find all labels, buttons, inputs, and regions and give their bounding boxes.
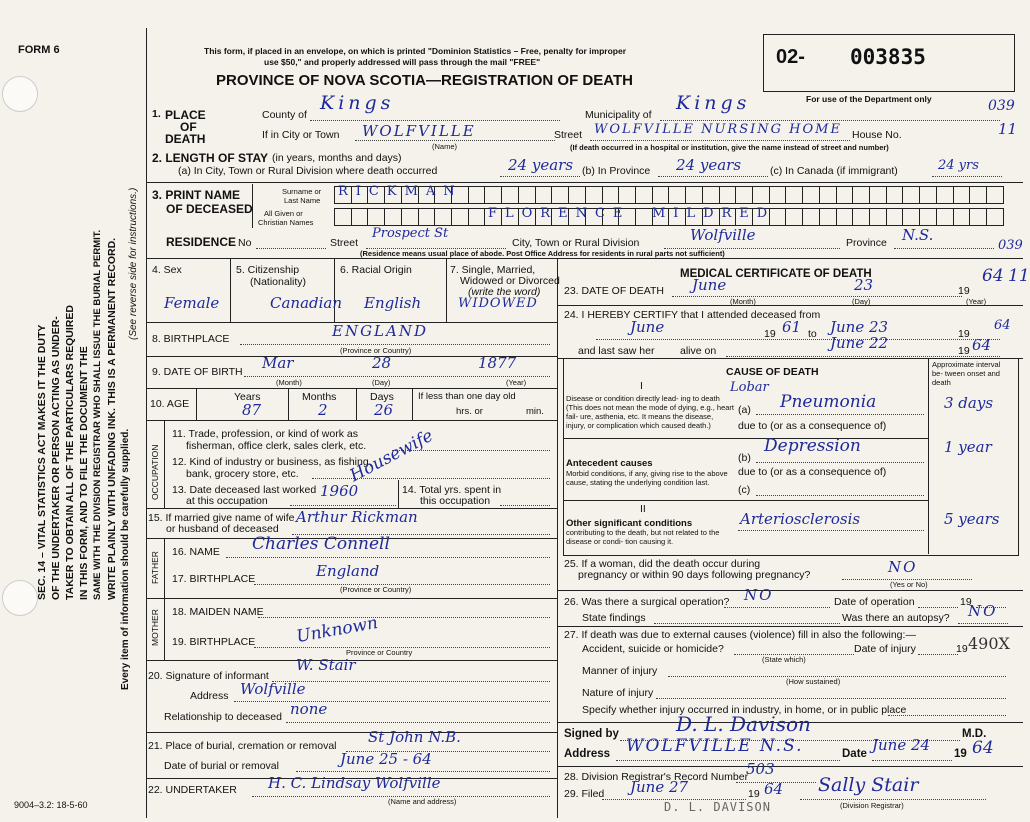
pregnancy-value: NO (888, 558, 918, 576)
registrar-signature: Sally Stair (818, 774, 919, 796)
cause-a-prefix: Lobar (730, 380, 769, 395)
burial-date-value: June 25 - 64 (340, 750, 432, 768)
informant-address-label: Address (190, 690, 229, 702)
b-label: (b) (738, 452, 751, 464)
how-sustained-hint: (How sustained) (786, 677, 841, 686)
form-code: 9004–3.2: 18-5-60 (14, 800, 88, 810)
citizenship-label: 5. Citizenship (236, 264, 300, 276)
attend-to-year: 64 (994, 318, 1011, 333)
burial-place-label: 21. Place of burial, cremation or removal (148, 740, 337, 752)
death-year-margin: 11 (1008, 266, 1030, 286)
father-name-label: 16. NAME (172, 546, 220, 558)
house-no-value: 11 (998, 120, 1018, 138)
record-number-label: 28. Division Registrar's Record Number (564, 771, 749, 783)
operation-date-19: 19 (960, 596, 972, 608)
dob-day-hint: (Day) (372, 378, 391, 387)
physician-stamp: D. L. DAVISON (664, 800, 771, 814)
doctor-address-value: WOLFVILLE N.S. (626, 736, 804, 756)
death-year-value: 64 (982, 266, 1004, 286)
residence-note: (Residence means usual place of abode. Post Office Address for residents in rural parts not sufficient) (360, 249, 725, 258)
sign-year-value: 64 (972, 738, 994, 758)
surname-label: Surname or (282, 187, 322, 196)
given-name-2: MILDRED (652, 206, 776, 221)
s14-label: 14. Total yrs. spent in (402, 484, 502, 496)
city-name-hint: (Name) (432, 142, 458, 151)
city-value: WOLFVILLE (362, 122, 476, 140)
city-label: If in City or Town (262, 129, 340, 141)
signed-by-value: D. L. Davison (676, 712, 811, 736)
residence-street-label: Street (330, 237, 359, 249)
punch-hole (2, 580, 38, 616)
municipality-value: Kings (676, 92, 751, 114)
sign-date-label: Date (842, 748, 867, 760)
dob-label: 9. DATE OF BIRTH (152, 366, 243, 378)
s2c-label: (c) In Canada (if immigrant) (770, 165, 898, 177)
occupation-label: OCCUPATION (150, 444, 160, 500)
s1-death: DEATH (165, 132, 206, 146)
c-label: (c) (738, 484, 751, 496)
alive-on-label: alive on (680, 345, 717, 357)
interval-other-value: 5 years (944, 510, 1000, 528)
s2-hint: (in years, months and days) (272, 152, 402, 164)
father-birthplace-hint: (Province or Country) (340, 585, 412, 594)
form-title: PROVINCE OF NOVA SCOTIA—REGISTRATION OF DEATH (216, 72, 633, 89)
birth-year-value: 1877 (478, 354, 517, 372)
age-label: 10. AGE (150, 398, 190, 410)
due-to-b: due to (or as a consequence of) (738, 466, 887, 478)
death-month-value: June (692, 276, 727, 294)
age-days-label: Days (370, 391, 394, 403)
instruction-line: TAKER TO OBTAIN ALL OF THE PARTICULARS REQUIRED (64, 305, 76, 600)
death-day-value: 23 (854, 276, 874, 294)
s13-label: 13. Date deceased last worked (172, 484, 317, 496)
stay-province-value: 24 years (676, 156, 742, 174)
autopsy-value: NO (968, 602, 998, 620)
informant-address-value: Wolfville (240, 680, 306, 698)
father-label: FATHER (150, 551, 160, 584)
relationship-label: Relationship to deceased (164, 711, 282, 723)
s12-label-2: bank, grocery store, etc. (186, 468, 299, 480)
a-label: (a) (738, 404, 751, 416)
instruction-line: IN THIS FORM, AND TO FILE THE DOCUMENT THE (78, 346, 90, 600)
instruction-line: OF THE UNDERTAKER OR PERSON ACTING AS UNDER- (50, 316, 62, 600)
instruction-line: (See reverse side for instructions.) (128, 187, 139, 340)
s3-label-2: OF DECEASED (166, 202, 253, 216)
sex-label: 4. Sex (152, 264, 182, 276)
other-conditions-value: Arteriosclerosis (740, 510, 861, 528)
residence-province-value: N.S. (902, 226, 934, 244)
age-years-label: Years (234, 391, 261, 403)
antecedent-label: Antecedent causes (566, 458, 653, 469)
death-month-hint: (Month) (730, 297, 756, 306)
spouse-value: Arthur Rickman (296, 508, 418, 526)
cause-a-label: Disease or condition directly lead- ing to death (This does not mean the mode of dying, e.g., heart fail- ure, asthenia, etc. It means the disease, injury, or complication which caused death.) (566, 394, 735, 430)
findings-label: State findings (582, 612, 646, 624)
s11-label: 11. Trade, profession, or kind of work as (172, 428, 358, 440)
interval-label: Approximate interval be- tween onset and death (932, 360, 1001, 387)
manner-label: Manner of injury (582, 665, 658, 677)
house-no-label: House No. (852, 129, 902, 141)
min-label: min. (526, 406, 544, 417)
burial-date-label: Date of burial or removal (164, 760, 279, 772)
surname-value: RICKMAN (338, 184, 463, 199)
department-use-note: For use of the Department only (806, 94, 932, 104)
lastname-label: Last Name (284, 196, 321, 205)
last-worked-value: 1960 (320, 482, 359, 500)
sign-year-19: 19 (954, 748, 967, 760)
hrs-label: hrs. or (456, 406, 483, 417)
stay-city-value: 24 years (508, 156, 574, 174)
given-name-1: FLORENCE (488, 206, 631, 221)
less-day-label: If less than one day old (418, 391, 516, 402)
s2-label: 2. LENGTH OF STAY (152, 151, 269, 165)
antecedent-hint: Morbid conditions, if any, giving rise to the above cause, stating the underlying condition last. (566, 469, 728, 487)
cause-b-value: Depression (764, 436, 861, 456)
injury-date-label: Date of injury (854, 643, 916, 655)
attend-to-value: June 23 (830, 318, 889, 336)
birth-month-value: Mar (262, 354, 294, 372)
filed-year-19: 19 (748, 788, 760, 800)
municipality-code: 039 (988, 98, 1015, 114)
pregnancy-label-2: pregnancy or within 90 days following pregnancy? (578, 569, 811, 581)
roman-2: II (640, 503, 646, 515)
nature-label: Nature of injury (582, 687, 654, 699)
mother-birthplace-label: 19. BIRTHPLACE (172, 636, 256, 648)
residence-label: RESIDENCE (166, 235, 237, 249)
citizenship-hint: (Nationality) (250, 276, 307, 288)
other-conditions-hint: contributing to the death, but not related to the disease or condi- tion causing it. (566, 528, 720, 546)
residence-no-label: No (238, 237, 252, 249)
s3-label: 3. PRINT NAME (152, 188, 241, 202)
due-to-a: due to (or as a consequence of) (738, 420, 887, 432)
relationship-value: none (290, 700, 328, 718)
other-conditions-label: Other significant conditions (566, 518, 693, 529)
stay-canada-value: 24 yrs (938, 158, 979, 173)
age-years-value: 87 (242, 401, 262, 419)
s13-label-2: at this occupation (186, 495, 268, 507)
certify-label: 24. I HEREBY CERTIFY that I attended deceased from (564, 309, 821, 321)
mail-notice: This form, if placed in an envelope, on which is printed "Dominion Statistics – Free, penalty for improper (204, 46, 627, 56)
birthplace-label: 8. BIRTHPLACE (152, 333, 230, 345)
mother-maiden-value: Unknown (294, 613, 380, 647)
dob-month-hint: (Month) (276, 378, 302, 387)
specify-label: Specify whether injury occurred in industry, in home, or in public place (582, 704, 907, 716)
registration-number: 003835 (850, 45, 926, 69)
undertaker-value: H. C. Lindsay Wolfville (268, 774, 441, 792)
injury-date-19: 19 (956, 643, 968, 655)
death-date-label: 23. DATE OF DEATH (564, 285, 664, 297)
attend-from-value: June (630, 318, 665, 336)
age-days-value: 26 (374, 401, 394, 419)
marital-label-2: Widowed or Divorced (460, 275, 560, 287)
to-label: to (808, 328, 817, 340)
s1-of: OF (180, 120, 197, 134)
frame-line (146, 28, 147, 818)
burial-place-value: St John N.B. (368, 728, 461, 746)
attend-from-year: 61 (782, 318, 802, 336)
section-divider (146, 182, 1023, 183)
birth-day-value: 28 (372, 354, 392, 372)
registrar-hint: (Division Registrar) (840, 801, 904, 810)
hospital-note: (If death occurred in a hospital or institution, give the name instead of street and number) (570, 143, 889, 152)
age-months-label: Months (302, 391, 337, 403)
municipality-label: Municipality of (585, 109, 652, 121)
record-number-value: 503 (746, 760, 775, 778)
christian-label: Christian Names (258, 218, 314, 227)
sign-date-value: June 24 (872, 736, 931, 754)
street-value: WOLFVILLE NURSING HOME (594, 122, 842, 137)
informant-value: W. Stair (296, 656, 356, 674)
signed-by-label: Signed by (564, 728, 619, 740)
death-day-hint: (Day) (852, 297, 871, 306)
father-birthplace-label: 17. BIRTHPLACE (172, 573, 256, 585)
racial-value: English (364, 294, 422, 312)
sex-value: Female (164, 294, 220, 312)
father-birthplace-value: England (316, 562, 380, 580)
state-which-hint: (State which) (762, 655, 806, 664)
attend-to-19: 19 (958, 328, 970, 340)
death-year-hint: (Year) (966, 297, 987, 306)
residence-city-label: City, Town or Rural Division (512, 237, 640, 249)
injury-code: 490X (968, 634, 1010, 653)
undertaker-hint: (Name and address) (388, 797, 457, 806)
attend-from-19: 19 (764, 328, 776, 340)
md-label: M.D. (962, 728, 987, 740)
mother-maiden-label: 18. MAIDEN NAME (172, 606, 264, 618)
instruction-line: WRITE PLAINLY WITH UNFADING INK. THIS IS A PERMANENT RECORD. (106, 237, 118, 600)
pregnancy-label: 25. If a woman, did the death occur during (564, 558, 761, 570)
s14-label-2: this occupation (420, 495, 491, 507)
informant-label: 20. Signature of informant (148, 670, 269, 682)
birthplace-hint: (Province or Country) (340, 346, 412, 355)
interval-a-value: 3 days (944, 394, 994, 412)
surgery-value: NO (744, 586, 774, 604)
last-saw-on-value: June 22 (830, 334, 889, 352)
occupation-value: Housewife (346, 425, 437, 487)
accident-label: Accident, suicide or homicide? (582, 643, 724, 655)
county-label: County of (262, 109, 307, 121)
county-value: Kings (320, 92, 395, 114)
instruction-line: SEC. 14 – VITAL STATISTICS ACT MAKES IT THE DUTY (36, 324, 48, 600)
s1-num: 1. (152, 108, 161, 120)
age-months-value: 2 (318, 401, 328, 419)
mail-notice: use $50," and properly addressed will pass through the mail "FREE" (264, 57, 541, 67)
s2a-label: (a) In City, Town or Rural Division where death occurred (178, 165, 438, 177)
last-saw-label: and last saw her (578, 345, 655, 357)
mother-label: MOTHER (150, 609, 160, 646)
instruction-line: Every item of information should be carefully supplied. (120, 428, 131, 690)
cause-title: CAUSE OF DEATH (726, 366, 819, 378)
punch-hole (2, 76, 38, 112)
birthplace-value: ENGLAND (332, 322, 429, 340)
cause-a-value: Pneumonia (780, 392, 877, 412)
s1-place: PLACE (165, 108, 206, 122)
interval-b-value: 1 year (944, 438, 992, 456)
last-saw-year: 64 (972, 336, 992, 354)
residence-street-value: Prospect St (372, 226, 449, 241)
external-causes-label: 27. If death was due to external causes (violence) fill in also the following:— (564, 629, 916, 641)
instruction-line: SAME WITH THE DIVISION REGISTRAR WHO SHALL ISSUE THE BURIAL PERMIT. (92, 229, 103, 600)
death-year-label: 19 (958, 285, 970, 297)
dob-year-hint: (Year) (506, 378, 527, 387)
given-label: All Given or (264, 209, 303, 218)
residence-province-label: Province (846, 237, 887, 249)
autopsy-label: Was there an autopsy? (842, 612, 950, 624)
residence-code: 039 (998, 238, 1023, 253)
marital-value: WIDOWED (458, 296, 538, 311)
last-saw-19: 19 (958, 345, 970, 357)
marital-label: 7. Single, Married, (450, 264, 536, 276)
s11-label-2: fisherman, office clerk, sales clerk, etc. (186, 440, 367, 452)
mother-birthplace-hint: Province or Country (346, 648, 413, 657)
s12-label: 12. Kind of industry or business, as fishing, (172, 456, 372, 468)
s2b-label: (b) In Province (582, 165, 651, 177)
medical-title: MEDICAL CERTIFICATE OF DEATH (680, 268, 872, 280)
doctor-address-label: Address (564, 748, 611, 760)
operation-date-label: Date of operation (834, 596, 915, 608)
undertaker-label: 22. UNDERTAKER (148, 784, 237, 796)
yes-no-hint: (Yes or No) (890, 580, 928, 589)
racial-label: 6. Racial Origin (340, 264, 412, 276)
father-name-value: Charles Connell (252, 534, 390, 554)
street-label: Street (554, 129, 583, 141)
surgery-label: 26. Was there a surgical operation? (564, 596, 730, 608)
registration-prefix: 02- (776, 46, 805, 68)
s15-label-2: or husband of deceased (166, 523, 279, 535)
filed-date-value: June 27 (630, 778, 689, 796)
citizenship-value: Canadian (270, 294, 343, 312)
roman-1: I (640, 380, 643, 392)
filed-year-value: 64 (764, 780, 784, 798)
frame-line (146, 258, 1023, 259)
s15-label: 15. If married give name of wife (148, 512, 295, 524)
marital-hint: (write the word) (468, 286, 541, 298)
form-label: FORM 6 (18, 44, 60, 56)
filed-label: 29. Filed (564, 788, 605, 800)
residence-city-value: Wolfville (690, 226, 756, 244)
frame-line (557, 258, 558, 818)
